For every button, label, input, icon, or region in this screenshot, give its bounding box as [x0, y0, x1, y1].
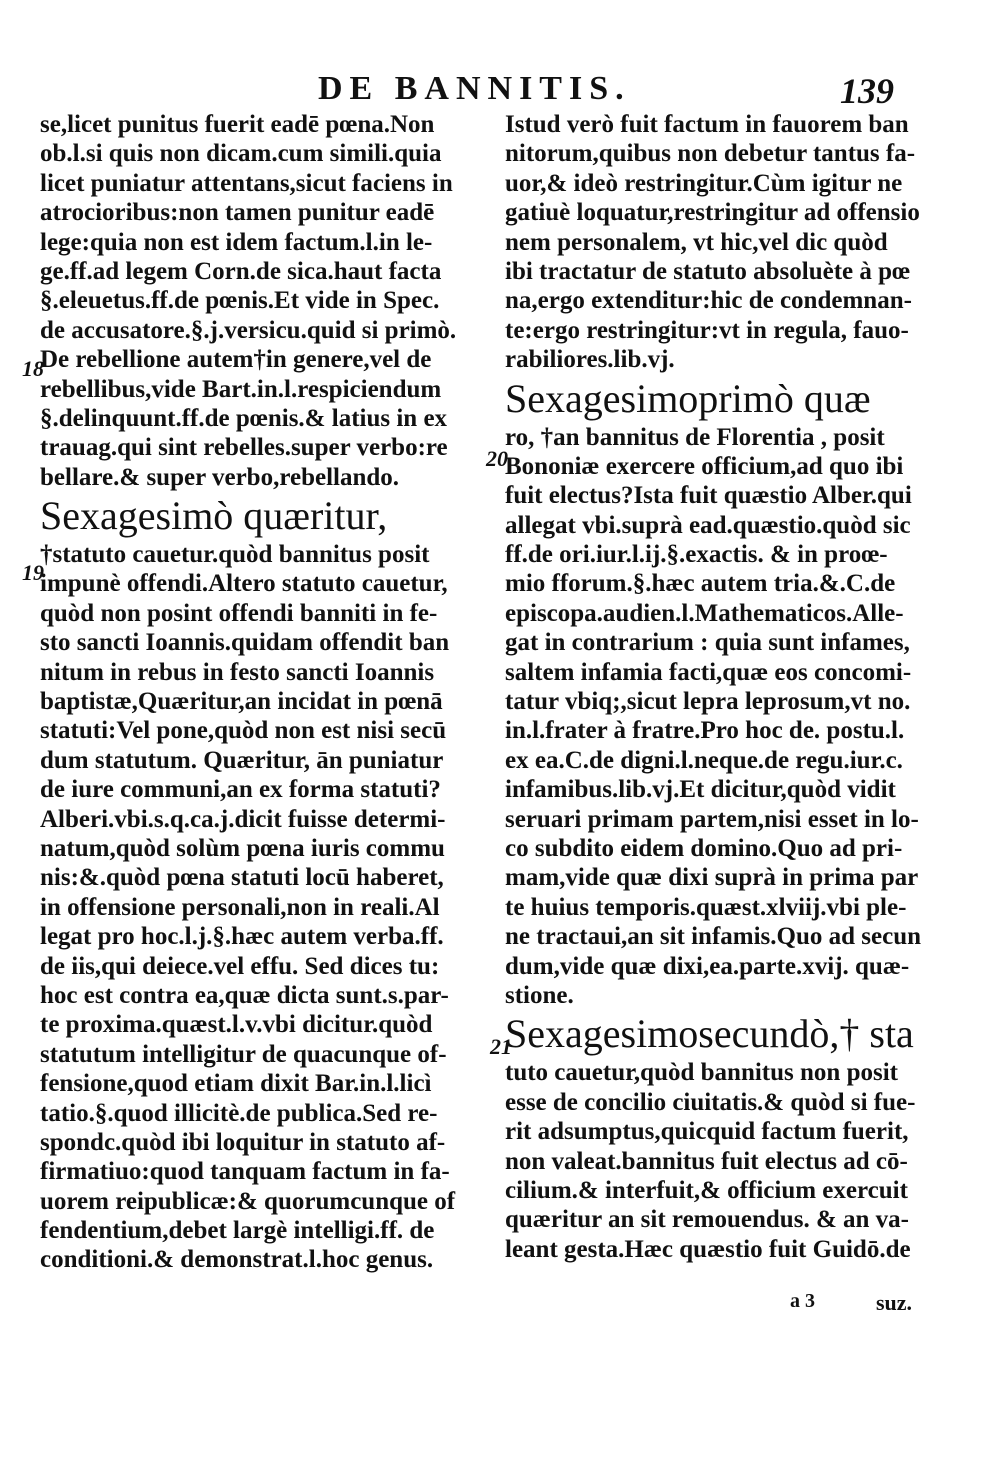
- section-heading: Sexagesimoprimò quæ: [505, 375, 871, 421]
- text-line: ge.ff.ad legem Corn.de sica.haut facta: [40, 257, 442, 285]
- text-line: nis:&.quòd pœna statuti locū haberet,: [40, 864, 444, 892]
- signature-mark: a 3: [790, 1290, 815, 1312]
- text-line: ibi tractatur de statuto absoluète à pœ: [505, 257, 911, 285]
- text-line: atrocioribus:non tamen punitur eadē: [40, 199, 435, 227]
- text-line: se,licet punitus fuerit eadē pœna.Non: [40, 111, 435, 138]
- right-paragraph-3: [505, 1058, 945, 1264]
- text-line: gat in contrarium : quia sunt infames,: [505, 629, 910, 657]
- text-line: Istud verò fuit factum in fauorem ban: [505, 111, 909, 138]
- text-line: de accusatore.§.j.versicu.quid si primò.: [40, 316, 457, 344]
- text-line: seruari primam partem,nisi esset in lo-: [505, 805, 919, 833]
- text-line: gatiuè loquatur,restringitur ad offensio: [505, 199, 920, 227]
- text-line: mio fforum.§.hæc autem tria.&.C.de: [505, 570, 896, 598]
- text-line: mam,vide quæ dixi suprà in prima par: [505, 864, 919, 892]
- text-line: tuto cauetur,quòd bannitus non posit: [505, 1059, 898, 1087]
- text-line: stione.: [505, 981, 574, 1009]
- text-line: fendentium,debet largè intelligi.ff. de: [40, 1217, 435, 1245]
- text-line: quæritur an sit remouendus. & an va-: [505, 1206, 909, 1234]
- text-line: na,ergo extenditur:hic de condemnan-: [505, 287, 912, 315]
- text-line: conditioni.& demonstrat.l.hoc genus.: [40, 1246, 434, 1274]
- left-paragraph-2: [40, 540, 480, 1275]
- margin-number: 19: [22, 560, 44, 585]
- text-line: fuit electus?Ista fuit quæstio Alber.qui: [505, 482, 912, 510]
- text-line: te:ergo restringitur:vt in regula, fauo-: [505, 316, 909, 344]
- text-line: uor,& ideò restringitur.Cùm igitur ne: [505, 169, 903, 197]
- right-column: [505, 110, 945, 1264]
- text-line: non valeat.bannitus fuit electus ad cō-: [505, 1147, 908, 1175]
- text-line: Alberi.vbi.s.q.ca.j.dicit fuisse determi-: [40, 805, 446, 833]
- text-line: nitum in rebus in festo sancti Ioannis: [40, 658, 435, 686]
- text-line: episcopa.audien.l.Mathematicos.Alle-: [505, 599, 904, 627]
- text-line: statuti:Vel pone,quòd non est nisi secū: [40, 717, 447, 745]
- text-line: in offensione personali,non in reali.Al: [40, 893, 440, 921]
- text-line: dum statutum. Quæritur, ān puniatur: [40, 746, 444, 774]
- text-line: ro, †an bannitus de Florentia , posit: [505, 423, 885, 451]
- text-line: quòd non posint offendi banniti in fe-: [40, 599, 438, 627]
- text-line: te proxima.quæst.l.v.vbi dicitur.quòd: [40, 1011, 433, 1039]
- text-line: te huius temporis.quæst.xlviij.vbi ple-: [505, 893, 907, 921]
- text-line: baptistæ,Quæritur,an incidat in pœnā: [40, 688, 443, 716]
- text-line: trauag.qui sint rebelles.super verbo:re: [40, 434, 448, 462]
- catchword: suz.: [876, 1290, 913, 1315]
- text-line: dum,vide quæ dixi,ea.parte.xvij. quæ-: [505, 952, 910, 980]
- text-line: firmatiuo:quod tanquam factum in fa-: [40, 1158, 450, 1186]
- right-paragraph-2: [505, 423, 945, 1011]
- text-line: esse de concilio ciuitatis.& quòd si fue-: [505, 1088, 916, 1116]
- text-line: rit adsumptus,quicquid factum fuerit,: [505, 1118, 909, 1146]
- text-line: infamibus.lib.vj.Et dicitur,quòd vidit: [505, 776, 896, 804]
- text-line: allegat vbi.suprà ead.quæstio.quòd sic: [505, 511, 911, 539]
- text-line: lege:quia non est idem factum.l.in le-: [40, 228, 433, 256]
- text-line: tatio.§.quod illicitè.de publica.Sed re-: [40, 1099, 438, 1127]
- text-line: †statuto cauetur.quòd bannitus posit: [40, 541, 430, 569]
- margin-number: 18: [22, 356, 44, 381]
- text-line: rabiliores.lib.vj.: [505, 346, 675, 374]
- text-line: ff.de ori.iur.l.ij.§.exactis. & in proœ-: [505, 541, 888, 569]
- text-line: leant gesta.Hæc quæstio fuit Guidō.de: [505, 1235, 911, 1263]
- text-line: impunè offendi.Altero statuto cauetur,: [40, 570, 448, 598]
- section-heading: Sexagesimò quæritur,: [40, 493, 388, 539]
- text-line: uorem reipublicæ:& quorumcunque of: [40, 1187, 456, 1215]
- left-column: [40, 110, 480, 1275]
- text-line: sto sancti Ioannis.quidam offendit ban: [40, 629, 450, 657]
- left-paragraph-1: [40, 110, 480, 492]
- text-line: natum,quòd solùm pœna iuris commu: [40, 834, 445, 862]
- margin-number: 20: [486, 446, 508, 471]
- text-line: §.eleuetus.ff.de pœnis.Et vide in Spec.: [40, 287, 440, 315]
- text-line: hoc est contra ea,quæ dicta sunt.s.par-: [40, 981, 449, 1009]
- text-line: licet puniatur attentans,sicut faciens in: [40, 169, 453, 197]
- text-line: spondc.quòd ibi loquitur in statuto af-: [40, 1128, 446, 1156]
- section-heading: Sexagesimosecundò,† sta: [505, 1011, 914, 1057]
- text-line: in.l.frater à fratre.Pro hoc de. postu.l.: [505, 717, 905, 745]
- margin-number: 21: [490, 1034, 512, 1059]
- page-number: 139: [840, 71, 894, 111]
- text-line: statutum intelligitur de quacunque of-: [40, 1040, 447, 1068]
- text-line: cilium.& interfuit,& officium exercuit: [505, 1176, 908, 1204]
- text-line: nitorum,quibus non debetur tantus fa-: [505, 140, 916, 168]
- text-line: nem personalem, vt hic,vel dic quòd: [505, 228, 888, 256]
- page-footer: [790, 1290, 950, 1320]
- text-line: legat pro hoc.l.j.§.hæc autem verba.ff.: [40, 923, 444, 951]
- text-line: co subdito eidem domino.Quo ad pri-: [505, 834, 903, 862]
- text-line: rebellibus,vide Bart.in.l.respiciendum: [40, 375, 442, 403]
- text-line: de iure communi,an ex forma statuti?: [40, 776, 441, 804]
- text-line: §.delinquunt.ff.de pœnis.& latius in ex: [40, 404, 448, 432]
- text-line: tatur vbiq;,sicut lepra leprosum,vt no.: [505, 688, 911, 716]
- text-line: saltem infamia facti,quæ eos concomi-: [505, 658, 912, 686]
- text-line: De rebellione autem†in genere,vel de: [40, 346, 432, 374]
- text-line: fensione,quod etiam dixit Bar.in.l.licì: [40, 1070, 432, 1098]
- text-line: ex ea.C.de digni.l.neque.de regu.iur.c.: [505, 746, 903, 774]
- right-paragraph-1: [505, 110, 945, 375]
- running-title: DE BANNITIS.: [318, 70, 631, 107]
- text-line: de iis,qui deiece.vel effu. Sed dices tu:: [40, 952, 440, 980]
- text-line: ob.l.si quis non dicam.cum simili.quia: [40, 140, 442, 168]
- text-line: bellare.& super verbo,rebellando.: [40, 463, 400, 491]
- text-line: ne tractaui,an sit infamis.Quo ad secun: [505, 923, 922, 951]
- text-line: Bononiæ exercere officium,ad quo ibi: [505, 452, 904, 480]
